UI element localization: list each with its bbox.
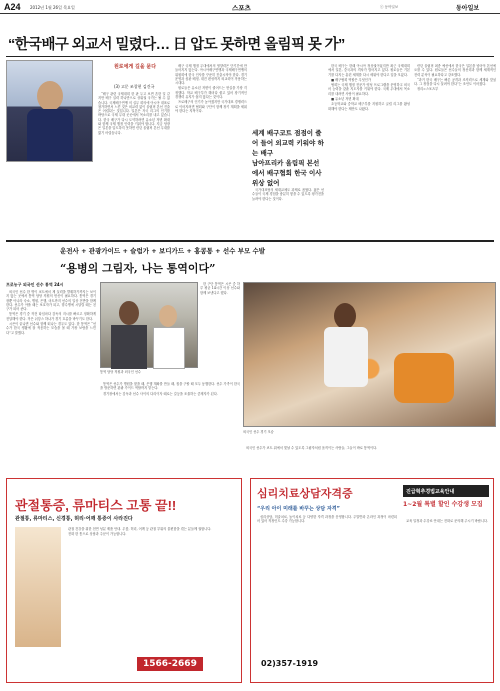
ad-left-headline: 관절통증, 류마티스 고통 끝!! xyxy=(15,498,177,513)
second-story-col-3: 한 구단 통역은 시즌 중 하루 평균 14시간 이상 선수와 함께 보낸다고 했다. xyxy=(200,282,240,295)
story-kicker: 운전사 + 관광가이드 + 슬럼가 + 보디가드 + 홍콩통 + 선수 부모 수발 xyxy=(60,247,266,255)
ad-right-body: 심리상담, 미술치료, 놀이치료 등 다양한 자격 과정을 운영합니다. 주말반과 온라인 과정이 마련되어 있어 직장인도 수강 가능합니다. xyxy=(257,515,397,524)
newspaper-logo: 동아일보 xyxy=(456,5,480,12)
pull-quote-2: 남아프리카 올림픽 본선에서 배구협회 한국 이사 위상 없어 xyxy=(252,159,322,187)
photo-interviewee xyxy=(6,60,93,162)
second-story-col-4: 외국인 선수가 코트 위에서 빛날 수 있도록 그림자처럼 움직이는 사람들, 그들이 바로 통역이다. xyxy=(246,446,378,450)
section-title: 스포츠 xyxy=(232,4,251,12)
page-header xyxy=(0,0,500,14)
photo-caption-right: 외국인 선수 경기 모습 xyxy=(243,430,274,434)
sidebar-title: 프로농구 외국인 선수 통역 24시 xyxy=(6,282,64,287)
contact-info: ⓒ 동아일보 xyxy=(380,5,399,9)
photo-basketball-game xyxy=(243,282,496,427)
top-story-col-4: 한국 배구는 한때 아시아 정상권이었지만 최근 국제대회에서 일본, 중국과의 격차가 벌어지고 있다. 원로들은 기본기를 다지는 훈련 체계를 다시 세워야 한다고 입을 모았다. ■ 배구협회 역할은 무엇인가 협회는 국제 행정 전문가 양성 프로그램을 운영하고 외국어 능력을 갖춘 지도자를 키워야 한다. 국제 무대에서 목소리를 내려면 사람이 필요하다. ■ 유소년 저변 확대 초등학교와 중학교 배구부를 지원하고 클럽 리그를 활성화해야 한다는 제안도 나왔다. xyxy=(328,64,410,111)
divider xyxy=(6,56,494,57)
second-story-col-2: 통역은 선수가 병원을 찾을 때, 은행 계좌를 만들 때, 집을 구할 때 모두 동행한다. 선수 가족이 한국을 방문하면 관광 가이드 역할까지 맡는다. 경기장에서는 감독과 선수 사이의 다리이자 때로는 갈등을 조율하는 중재자가 된다. xyxy=(100,382,240,396)
second-story-col-1: 외국인 선수 한 명이 코트에서 제 실력을 발휘하기까지는 보이지 않는 곳에서 통역 담당 직원의 헌신이 필요하다. 통역은 경기장뿐 아니라 숙소, 병원, 은행, 마트까지 선수의 일상 전반을 함께한다. 선수가 아플 때는 보호자가 되고, 향수병에 시달릴 때는 친구가 되어 준다. 통역은 경기 중 작전 타임마다 감독의 지시를 빠르고 정확하게 전달해야 한다. 작은 뉘앙스 하나가 경기 흐름을 바꾸기도 한다. 시즌이 끝나면 선수와 함께 떠나는 경우도 있다. 한 통역은 “선수가 한국 생활에 잘 적응하는 모습을 볼 때 가장 보람을 느낀다”고 말했다. xyxy=(6,290,96,335)
top-story-body-text: “배구 관련 국제대회 한 판 두고 보면 흔한 일 같지만 배구 실력 하나만으로 상위권 국가는 될 수 없습니다. 국제배구연맹 의 실무 회의에 아시아 대표로 참가하면서 느낀 것은 외교력 없이 올림픽 본선 진출은 어렵다는 것입니다. 일본은 자국 리그의 인기를 바탕으로 국제 무대 곳곳에서 목소리를 내고 있습니다. 한국 배구가 다시 도약하려면 유소년 저변 확대와 함께 국제 행정 인력을 키워야 합니다. 지금 당장은 일본을 압도하지 못하면 런던 올림픽 본선 무대를 밟기 어렵습니다. xyxy=(98,92,170,135)
ad-left[interactable] xyxy=(6,478,242,683)
section-divider xyxy=(6,240,494,242)
ad-right-phone[interactable]: 02)357-1919 xyxy=(261,659,319,668)
series-title: 원로에게 길을 묻다 xyxy=(113,64,157,70)
photo-caption-left: 통역 담당 직원과 외국인 선수 xyxy=(100,370,142,374)
ad-left-subhead: 관절통, 류마티스, 신경통, 허리·어깨 통증이 사라진다 xyxy=(15,516,133,522)
top-story-col-5: 런던 올림픽 최종 예선에서 한국은 일본을 넘어야 본선에 오를 수 있다. 원로들은 선수들의 정신력과 함께 체계적인 전력 분석이 필요하다고 강조했다. “과거 한국 배구는 빠른 공격과 조직력으로 세계와 맞섰다. 그 장점을 다시 살려야 한다”는 조언도 이어졌다. 정리=스포츠부 xyxy=(414,64,496,92)
top-story-col-2: 배구 국제 행정 무대에서의 영향력은 단기간에 만들어지지 않는다. 아시아배구연맹과 국제배구연맹의 위원회에 한국 인사를 꾸준히 진출시켜야 한다. 경기 운영과 심판 배정, 대진 편성까지 외교력이 작용하는 시대다. 원로들은 유소년 저변이 줄어드는 현실을 가장 걱정했다. 학교 배구부가 해마다 줄고 있어 장기적인 경쟁력 유지가 쉽지 않다는 것이다. 프로배구의 인기가 높아졌지만 국가대표 경쟁력으로 이어지려면 협회와 구단이 함께 장기 계획을 세워야 한다는 지적이다. xyxy=(175,64,247,113)
date-line: 2012년 1월 26일 목요일 xyxy=(30,5,75,10)
page-number: A24 xyxy=(4,2,21,12)
ad-right-promo: 1~2월 특별 할인 수강생 모집 xyxy=(403,501,483,508)
ad-right-headline: 심리치료상담자격증 xyxy=(257,488,353,500)
ad-right-box: “우리 아이 미래를 바꾸는 상담 자격” xyxy=(257,506,340,512)
ad-left-figure xyxy=(15,527,61,647)
ad-right-subtitle: 진급혁추경법교육안내 xyxy=(403,485,489,497)
byline: (3) 고문 조창현 김건국 xyxy=(114,84,155,89)
second-headline: “용병의 그림자, 나는 통역이다” xyxy=(60,262,216,275)
ad-left-body: 관절 건강을 위한 천연 성분 제품 안내. 무릎, 허리, 어깨 등 관절 부위의 불편함을 겪는 분들께 권합니다. 전화 한 통으로 상담과 주문이 가능합니다. xyxy=(68,527,212,537)
ad-left-phone[interactable]: 1566-2669 xyxy=(137,657,203,671)
photo-interpreter xyxy=(100,282,198,368)
ad-right-side-body: 교육 일정과 수강료 안내는 전화로 문의해 주시기 바랍니다. xyxy=(406,519,489,523)
top-story-col-1 xyxy=(98,92,170,237)
ad-right[interactable] xyxy=(250,478,494,683)
second-story-body-text: 외국인 선수 한 명이 코트에서 제 실력을 발휘하기까지는 보이지 않는 곳에서 통역 담당 직원의 헌신이 필요하다. 통역은 경기장뿐 아니라 숙소, 병원, 은행, 마트까지 선수의 일상 전반을 함께한다. 선수가 아플 때는 보호자가 되고, 향수병에 시달릴 때는 친구가 되어 준다. xyxy=(6,290,96,312)
top-story-col-3: 국가대표팀의 세대교체도 과제로 꼽혔다. 젊은 선수들이 국제 경험을 충분히 쌓을 수 있도록 평가전을 늘려야 한다는 것이다. xyxy=(252,188,324,201)
top-headline: “한국배구 외교서 밀렸다… 日 압도 못하면 올림픽 못 가” xyxy=(8,37,345,53)
pull-quote-1: 세계 배구코트 점점이 줄어 들어 외교력 키워야 하는 배구 xyxy=(252,129,324,157)
